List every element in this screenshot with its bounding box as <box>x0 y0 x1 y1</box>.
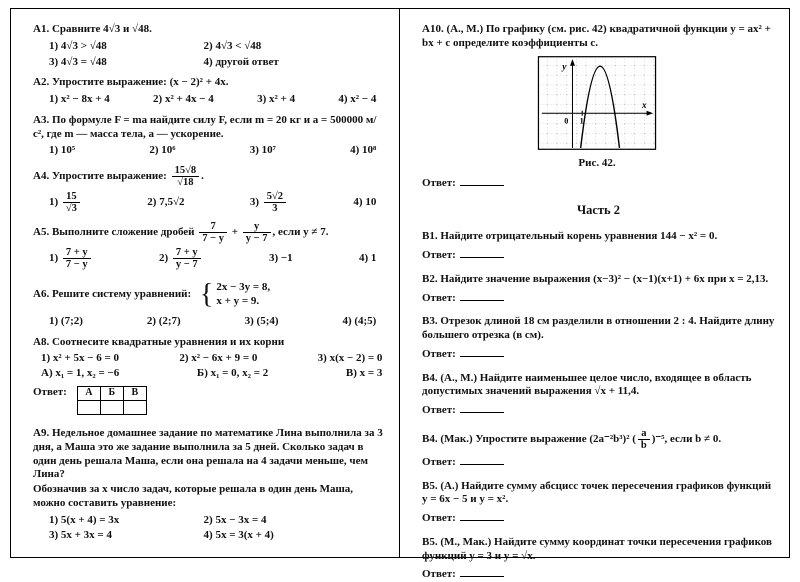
option: 3) −1 <box>268 251 293 264</box>
answer-blank <box>460 402 504 413</box>
answer-blank <box>460 247 504 258</box>
unit-label: 1 <box>579 115 584 125</box>
fraction: $\frac{a}{b}$ <box>638 428 650 451</box>
part2-heading: Часть 2 <box>576 202 621 217</box>
problem-a3 <box>33 114 385 158</box>
problem-title: Выполните сложение дробей <box>51 226 195 239</box>
option: 3) (5;4) <box>244 315 279 328</box>
problem-number: В5. <box>422 479 438 492</box>
match-key: В) x = 3 <box>345 367 383 380</box>
problem-number: А10. <box>422 23 444 35</box>
option: 4) 10 <box>353 195 377 208</box>
answer-table-header: А <box>77 387 100 401</box>
fraction: $\frac{7 + y}{y - 7}$ <box>173 247 201 270</box>
match-key: А) x₁ = 1, x₂ = −6 <box>41 367 120 380</box>
answer-label: Ответ: <box>422 568 456 581</box>
option: 1) 4√3 > √48 <box>49 39 107 52</box>
problem-text: Недельное домашнее задание по математике Лина выполнила за 3 дня, а Маша это же задание выполнила за 5 дней. Сколько задач в один день решала Маша, если она решала на 4 задачи меньше, чем Лина? <box>33 427 383 481</box>
equation: 2x − 3y = 8, <box>216 281 271 294</box>
figure-42 <box>534 56 660 172</box>
option: 3) 10⁷ <box>249 144 276 157</box>
problem-number: А9. <box>33 427 50 440</box>
parabola-graph <box>534 56 660 150</box>
equation: x + y = 9. <box>216 294 260 307</box>
problem-text: (А.) Найдите сумму абсцисс точек пересечения графиков функций y = 6x − 5 и y = x². <box>422 479 772 506</box>
answer-table-header: В <box>123 387 146 401</box>
option: 1) x² − 8x + 4 <box>49 93 110 105</box>
problem-b3 <box>422 315 775 361</box>
answer-label: Ответ: <box>33 386 67 399</box>
answer-blank <box>460 454 504 465</box>
problem-number: А6. <box>33 288 50 301</box>
option: 2) 4√3 < √48 <box>203 39 262 52</box>
problem-a5 <box>33 221 385 270</box>
problem-number: В5. <box>422 535 438 548</box>
answer-label: Ответ: <box>422 249 456 262</box>
answer-label: Ответ: <box>422 291 456 304</box>
problem-a2 <box>33 76 385 107</box>
answer-label: Ответ: <box>422 347 456 360</box>
option: 2) 5x − 3x = 4 <box>203 513 267 526</box>
answer-label: Ответ: <box>422 177 456 189</box>
option: 2) x² + 4x − 4 <box>153 93 214 105</box>
option: 4) x² − 4 <box>338 93 377 105</box>
problem-b2 <box>422 273 775 306</box>
problem-a8 <box>33 336 385 415</box>
option: 4) 1 <box>358 251 377 264</box>
problem-b5-a <box>422 480 775 526</box>
option: 2) (2;7) <box>146 315 181 328</box>
problem-a1 <box>33 23 385 69</box>
option: 1) $\frac{15}{√3}$ <box>49 191 82 214</box>
problem-number: А5. <box>33 226 50 239</box>
problem-title-tail: , если y ≠ 7. <box>272 226 329 239</box>
option: 2) 10⁶ <box>149 144 176 157</box>
equation: 3) x(x − 2) = 0 <box>317 351 383 364</box>
answer-blank <box>460 346 504 357</box>
option: 2) 7,5√2 <box>147 195 185 208</box>
answer-line <box>422 402 775 418</box>
fraction: $\frac{5√2}{3}$ <box>264 191 286 214</box>
problem-a10 <box>422 23 775 191</box>
equation: 2) x² − 6x + 9 = 0 <box>179 351 258 364</box>
answer-line <box>422 510 775 526</box>
answer-line <box>422 346 775 362</box>
problem-b5-mmak <box>422 536 775 582</box>
answer-label: Ответ: <box>422 404 456 417</box>
fraction: $\frac{7}{7 - y}$ <box>199 221 227 244</box>
fraction: $\frac{y}{y - 7}$ <box>243 221 271 244</box>
answer-line <box>422 175 775 191</box>
answer-line <box>422 290 775 306</box>
option: 2) $\frac{7 + y}{y - 7}$ <box>159 247 203 270</box>
option: 4) 10⁸ <box>350 144 377 157</box>
option: 3) 5x + 3x = 4 <box>49 529 112 542</box>
fraction: $\frac{7 + y}{7 - y}$ <box>63 247 91 270</box>
problem-b1 <box>422 230 775 263</box>
problem-number: А4. <box>33 170 50 183</box>
problem-text: Отрезок длиной 18 см разделили в отношении 2 : 4. Найдите длину большего отрезка (в см). <box>422 315 775 342</box>
answer-table <box>77 386 147 415</box>
fraction: $\frac{15√8}{√18}$ <box>172 165 200 188</box>
problem-text: Найдите значение выражения (x−3)² − (x−1)(x+1) + 6x при x = 2,13. <box>440 272 769 285</box>
match-key: Б) x₁ = 0, x₂ = 2 <box>196 367 269 380</box>
answer-blank <box>460 510 504 521</box>
problem-title: Соотнесите квадратные уравнения и их корни <box>51 335 285 348</box>
right-column <box>400 9 789 581</box>
fraction: $\frac{15}{√3}$ <box>63 191 80 214</box>
equation-system <box>216 281 270 307</box>
answer-line <box>422 566 775 582</box>
option: 1) 5(x + 4) = 3x <box>49 513 120 526</box>
problem-a9 <box>33 427 385 543</box>
answer-table-cell <box>77 401 100 415</box>
option: 3) 4√3 = √48 <box>49 55 107 68</box>
problem-text: (Мак.) Упростите выражение (2a⁻²b³)² ( <box>440 432 636 445</box>
answer-table-cell <box>100 401 123 415</box>
answer-table-header: Б <box>100 387 123 401</box>
option: 1) 10⁵ <box>49 144 76 157</box>
figure-caption: Рис. 42. <box>578 157 616 170</box>
problem-title: Упростите выражение: <box>51 170 167 183</box>
option: 1) (7;2) <box>49 315 83 328</box>
problem-number: В4. <box>422 432 438 445</box>
problem-a6 <box>33 277 385 329</box>
plus-sign: + <box>231 226 239 239</box>
problem-number: А8. <box>33 335 50 348</box>
origin-label: 0 <box>564 115 569 125</box>
problem-title: Решите систему уравнений: <box>51 288 192 301</box>
problem-number: А1. <box>33 23 50 35</box>
answer-label: Ответ: <box>422 455 456 468</box>
problem-title: По формуле F = ma найдите силу F, если m = 20 кг и a = 500000 м/с², где m — масса тела, a — ускорение. <box>33 113 377 140</box>
answer-blank <box>460 290 504 301</box>
answer-blank <box>460 175 504 186</box>
option: 3) x² + 4 <box>257 93 296 105</box>
option: 1) $\frac{7 + y}{7 - y}$ <box>49 247 93 270</box>
answer-line <box>422 454 775 470</box>
problem-title: (А., М.) По графику (см. рис. 42) квадратичной функции y = ax² + bx + c определите коэффициенты c. <box>422 23 771 49</box>
problem-text: (М., Мак.) Найдите сумму координат точки пересечения графиков функций y = 3 и y = √x. <box>422 535 772 562</box>
left-column <box>11 9 400 557</box>
problem-number: В3. <box>422 315 438 328</box>
problem-b4-mak <box>422 428 775 470</box>
answer-table-cell <box>123 401 146 415</box>
problem-title: Упростите выражение: (x − 2)² + 4x. <box>51 76 229 89</box>
system-brace: { <box>199 279 214 311</box>
problem-title: Сравните 4√3 и √48. <box>51 23 152 35</box>
problem-number: В1. <box>422 230 438 243</box>
x-axis-label: x <box>641 99 647 110</box>
problem-b4-am <box>422 372 775 418</box>
answer-label: Ответ: <box>422 512 456 525</box>
option: 4) (4;5) <box>342 315 377 328</box>
problem-text-tail: )⁻⁵, если b ≠ 0. <box>651 432 722 445</box>
option: 4) 5x = 3(x + 4) <box>203 529 274 542</box>
problem-number: В4. <box>422 371 438 384</box>
problem-number: В2. <box>422 272 438 285</box>
problem-a4: А4. Упростите выражение: $\frac{15√8}{√18}$ . 1) $\frac{15}{√3}$ 2) 7,5√2 3) $\frac{5√2}{3}$ 4) 10 <box>33 165 377 215</box>
problem-number: А3. <box>33 113 50 126</box>
option: 4) другой ответ <box>203 55 279 68</box>
option: 3) $\frac{5√2}{3}$ <box>250 191 288 214</box>
problem-text: Найдите отрицательный корень уравнения 144 − x² = 0. <box>440 230 718 243</box>
answer-line <box>422 247 775 263</box>
equation: 1) x² + 5x − 6 = 0 <box>41 351 120 364</box>
problem-text2: Обозначив за x число задач, которые решала в один день Маша, можно составить уравнение: <box>33 483 354 509</box>
answer-blank <box>460 566 504 577</box>
problem-number: А2. <box>33 76 50 89</box>
page-frame <box>10 8 790 581</box>
problem-text: (А., М.) Найдите наименьшее целое число, входящее в область допустимых значений выражения √x + 11,4. <box>422 371 752 398</box>
y-axis-label: у <box>562 60 567 71</box>
